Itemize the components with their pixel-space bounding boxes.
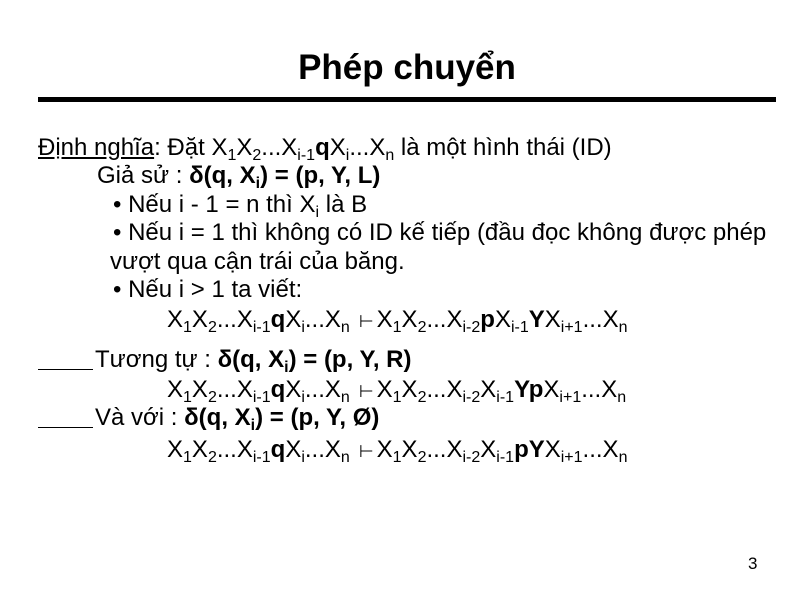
text-run: X	[376, 376, 393, 403]
text-run: ...X	[426, 436, 463, 463]
text-run: X	[191, 436, 208, 463]
text-run: là một hình thái (ID)	[394, 134, 612, 161]
text-run: X	[480, 436, 497, 463]
bold-text: p	[480, 306, 495, 333]
underlined-text: Định nghĩa	[38, 134, 155, 161]
text-run: X	[191, 376, 208, 403]
bullet-case-start-continued	[110, 248, 405, 276]
text-run: X	[544, 436, 561, 463]
bullet-case-start	[113, 219, 766, 247]
slide-title: Phép chuyển	[298, 48, 516, 87]
text-run: ...X	[261, 134, 298, 161]
bold-text: ) = (p, Y, Ø)	[255, 404, 380, 431]
subscript-text: n	[385, 147, 395, 164]
text-run: • Nếu i > 1 ta viết:	[113, 276, 303, 303]
page-number: 3	[748, 554, 758, 573]
subscript-text: 2	[417, 319, 427, 336]
text-run: X	[401, 376, 418, 403]
text-run: ...X	[216, 376, 253, 403]
bold-text: ) = (p, Y, L)	[260, 162, 381, 189]
subscript-text: i-2	[462, 449, 481, 466]
transition-formula-right	[167, 376, 626, 404]
subscript-text: n	[617, 389, 627, 406]
title-divider	[38, 97, 776, 102]
turnstile-symbol: ⊢	[358, 382, 374, 402]
bold-subscript-text: i	[250, 417, 256, 434]
subscript-text: 2	[207, 389, 217, 406]
text-run: là B	[319, 191, 368, 218]
subscript-text: 2	[417, 449, 427, 466]
text-run: X	[285, 436, 302, 463]
subscript-text: i-1	[496, 389, 515, 406]
subscript-text: i-2	[462, 389, 481, 406]
subscript-text: 1	[392, 389, 402, 406]
bullet-case-general	[113, 276, 302, 304]
subscript-text: i-1	[252, 319, 271, 336]
subscript-text: 1	[183, 449, 192, 466]
subscript-text: i	[301, 319, 305, 336]
text-run: : Đặt X	[154, 134, 228, 161]
text-run: ...X	[582, 436, 619, 463]
subscript-text: i	[315, 204, 320, 221]
text-run: Tương tự :	[95, 346, 218, 373]
stay-case-line	[38, 404, 379, 432]
turnstile-symbol: ⊢	[358, 312, 374, 332]
text-run: X	[376, 306, 393, 333]
subscript-text: 1	[227, 147, 237, 164]
subscript-text: 1	[392, 449, 402, 466]
text-run: X	[167, 436, 184, 463]
definition-line	[38, 134, 612, 162]
subscript-text: n	[618, 449, 628, 466]
subscript-text: 1	[392, 319, 402, 336]
assumption-line	[97, 162, 380, 190]
text-run: • Nếu i - 1 = n thì X	[113, 191, 316, 218]
subscript-text: i-1	[297, 147, 316, 164]
text-run: ...X	[582, 306, 619, 333]
subscript-text: i-1	[252, 389, 271, 406]
text-run: Giả sử :	[97, 162, 190, 189]
turnstile-symbol: ⊢	[358, 442, 374, 462]
bold-text: q	[270, 376, 286, 403]
subscript-text: i-2	[462, 319, 481, 336]
transition-formula-stay	[167, 436, 627, 464]
text-run: X	[191, 306, 208, 333]
bold-subscript-text: i	[284, 359, 289, 376]
subscript-text: i+1	[560, 449, 583, 466]
text-run: X	[544, 306, 561, 333]
subscript-text: i+1	[559, 389, 582, 406]
subscript-text: n	[340, 319, 350, 336]
text-run: X	[480, 376, 497, 403]
bold-text: ) = (p, Y, R)	[288, 346, 412, 373]
subscript-text: 1	[183, 319, 192, 336]
bold-subscript-text: i	[255, 175, 261, 192]
subscript-text: i-1	[510, 319, 529, 336]
subscript-text: i	[345, 147, 350, 164]
text-run: ...X	[349, 134, 386, 161]
bold-text: δ(q, X	[184, 404, 251, 431]
indent-blank	[38, 426, 93, 428]
transition-formula-left	[167, 306, 627, 334]
bold-text: δ(q, X	[189, 162, 256, 189]
subscript-text: n	[618, 319, 628, 336]
subscript-text: i	[301, 449, 305, 466]
bold-text: q	[270, 436, 286, 463]
bold-text: δ(q, X	[217, 346, 285, 373]
text-run: ...X	[581, 376, 618, 403]
text-run: ...X	[304, 376, 341, 403]
bold-text: Y	[528, 306, 545, 333]
bold-text: q	[270, 306, 286, 333]
text-run: ...X	[304, 306, 341, 333]
text-run: ...X	[216, 436, 253, 463]
text-run: X	[329, 134, 346, 161]
subscript-text: 2	[207, 449, 217, 466]
subscript-text: 2	[207, 319, 217, 336]
text-run: X	[167, 376, 184, 403]
text-run: X	[167, 306, 184, 333]
text-run: X	[236, 134, 253, 161]
text-run: ...X	[426, 306, 463, 333]
subscript-text: i+1	[560, 319, 583, 336]
text-run: X	[401, 436, 418, 463]
bold-text: Yp	[514, 376, 544, 403]
bold-text: pY	[514, 436, 545, 463]
text-run: Và với :	[95, 404, 185, 431]
similar-case-line	[38, 346, 412, 374]
text-run: X	[285, 306, 302, 333]
subscript-text: 2	[252, 147, 262, 164]
subscript-text: i-1	[252, 449, 271, 466]
text-run: X	[494, 306, 511, 333]
text-run: ...X	[304, 436, 341, 463]
subscript-text: 1	[183, 389, 192, 406]
text-run: X	[401, 306, 418, 333]
subscript-text: n	[340, 389, 350, 406]
bullet-case-end	[113, 191, 367, 219]
text-run: • Nếu i = 1 thì không có ID kế tiếp (đầu đọc không được phép	[113, 219, 767, 246]
text-run: vượt qua cận trái của băng.	[110, 248, 405, 275]
text-run: X	[285, 376, 302, 403]
subscript-text: i	[301, 389, 305, 406]
subscript-text: i-1	[496, 449, 515, 466]
text-run: X	[543, 376, 560, 403]
subscript-text: 2	[417, 389, 427, 406]
bold-text: q	[315, 134, 330, 161]
subscript-text: n	[340, 449, 350, 466]
text-run: ...X	[216, 306, 253, 333]
indent-blank	[38, 368, 93, 370]
text-run: X	[376, 436, 393, 463]
text-run: ...X	[426, 376, 463, 403]
